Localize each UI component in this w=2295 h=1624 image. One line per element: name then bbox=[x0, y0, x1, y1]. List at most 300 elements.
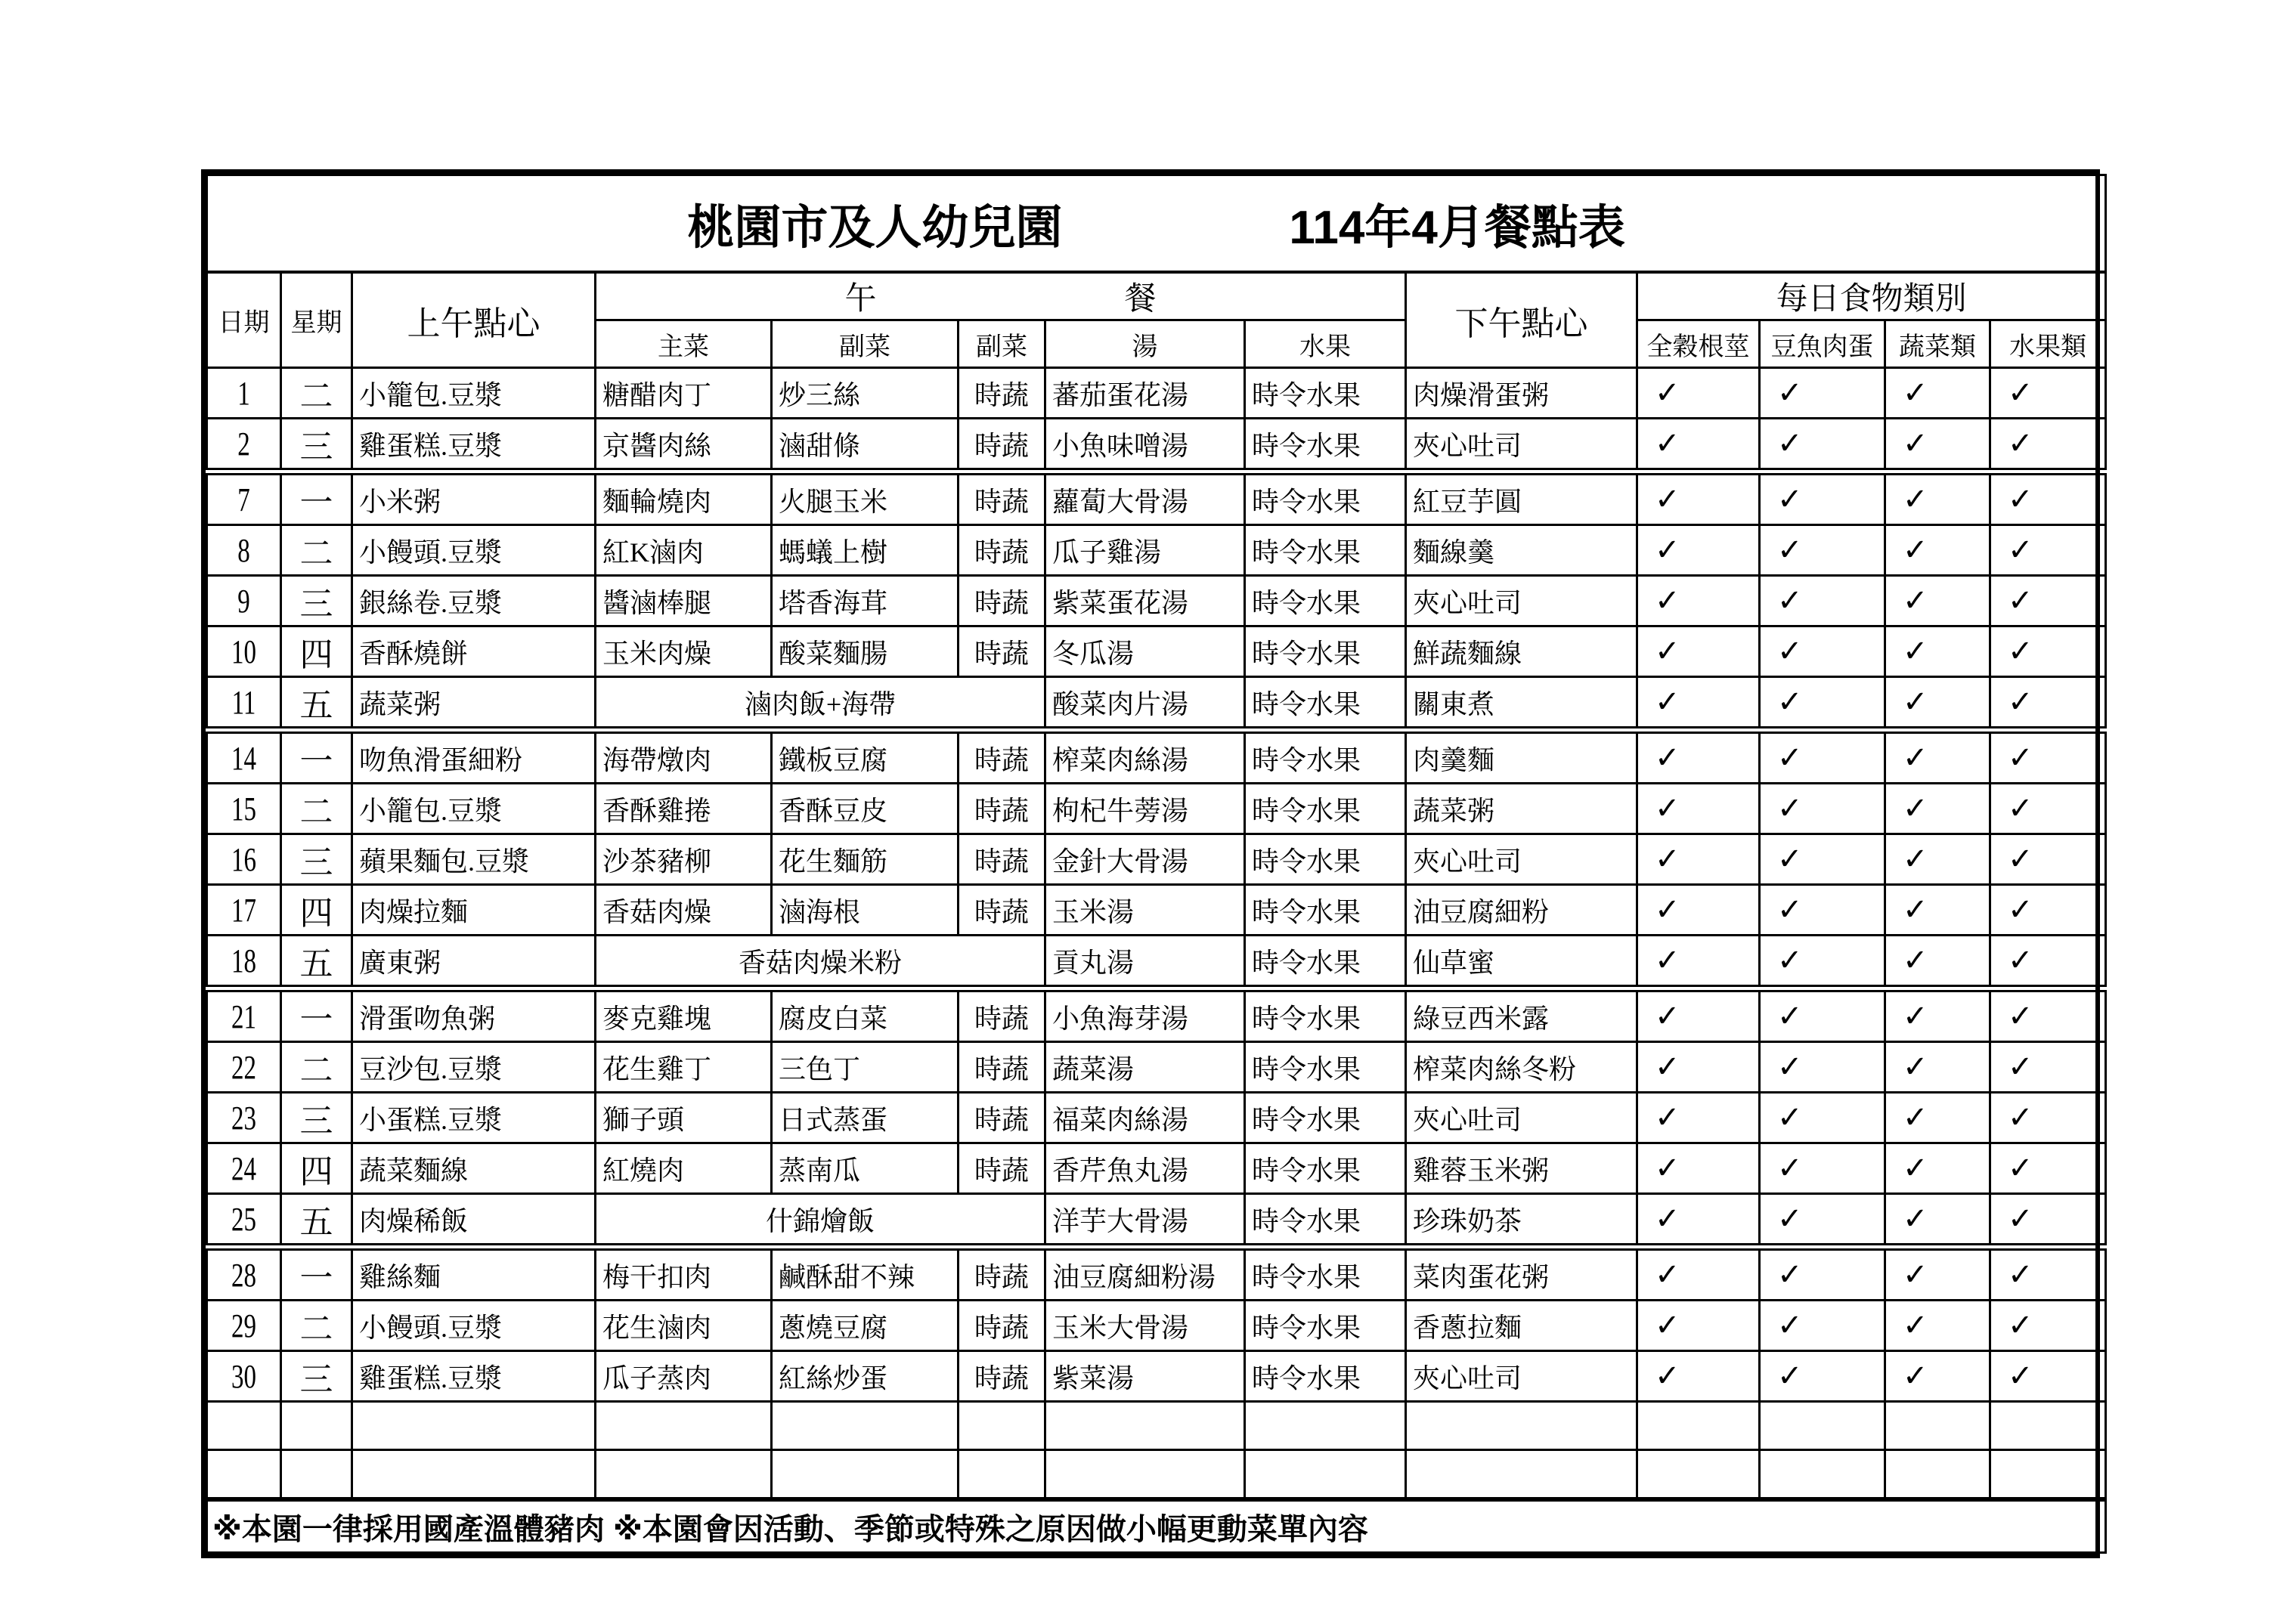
pm-snack-cell: 麵線羹 bbox=[1406, 525, 1637, 576]
pm-snack-cell: 仙草蜜 bbox=[1406, 936, 1637, 989]
main-dish-cell: 紅K滷肉 bbox=[596, 525, 772, 576]
empty-cell bbox=[1637, 1450, 1760, 1500]
check-icon: ✓ bbox=[1903, 1100, 1928, 1135]
weekday-cell: 三 bbox=[281, 1351, 352, 1402]
am-snack-cell: 小饅頭.豆漿 bbox=[352, 525, 596, 576]
date-number: 14 bbox=[231, 739, 256, 777]
combined-lunch-cell: 什錦燴飯 bbox=[596, 1194, 1045, 1248]
table-row bbox=[207, 1143, 2106, 1194]
am-snack-cell: 小籠包.豆漿 bbox=[352, 368, 596, 419]
food-group-check bbox=[1990, 576, 2106, 626]
school-name: 桃園市及人幼兒園 bbox=[687, 202, 1063, 254]
empty-cell bbox=[1245, 1402, 1406, 1450]
fruit-cell: 時令水果 bbox=[1245, 1093, 1406, 1143]
check-icon: ✓ bbox=[2008, 1100, 2033, 1135]
food-group-check bbox=[1637, 1194, 1760, 1248]
fruit-cell: 時令水果 bbox=[1245, 834, 1406, 885]
check-icon: ✓ bbox=[1777, 482, 1803, 517]
empty-cell bbox=[207, 1402, 281, 1450]
food-group-check bbox=[1760, 730, 1885, 784]
soup-cell: 小魚味噌湯 bbox=[1045, 419, 1245, 472]
check-icon: ✓ bbox=[1655, 533, 1680, 568]
check-icon: ✓ bbox=[1777, 1100, 1803, 1135]
main-dish-cell: 香酥雞捲 bbox=[596, 784, 772, 834]
pm-snack-cell: 雞蓉玉米粥 bbox=[1406, 1143, 1637, 1194]
check-icon: ✓ bbox=[1655, 376, 1680, 410]
check-icon: ✓ bbox=[2008, 892, 2033, 927]
check-icon: ✓ bbox=[1777, 1257, 1803, 1292]
table-row bbox=[207, 1093, 2106, 1143]
am-snack-cell: 雞絲麵 bbox=[352, 1247, 596, 1301]
check-icon: ✓ bbox=[1777, 1151, 1803, 1186]
date-cell bbox=[207, 936, 281, 989]
weekday-cell: 一 bbox=[281, 472, 352, 525]
check-icon: ✓ bbox=[2008, 741, 2033, 775]
table-row bbox=[207, 1042, 2106, 1093]
check-icon: ✓ bbox=[2008, 376, 2033, 410]
am-snack-cell: 蔬菜粥 bbox=[352, 677, 596, 731]
empty-cell bbox=[1245, 1450, 1406, 1500]
food-group-check bbox=[1760, 419, 1885, 472]
weekday-cell: 一 bbox=[281, 988, 352, 1042]
date-cell bbox=[207, 1093, 281, 1143]
fruit-cell: 時令水果 bbox=[1245, 368, 1406, 419]
check-icon: ✓ bbox=[1655, 634, 1680, 669]
menu-month: 114年4月餐點表 bbox=[1289, 202, 1625, 254]
empty-cell bbox=[596, 1402, 772, 1450]
food-group-check bbox=[1760, 936, 1885, 989]
check-icon: ✓ bbox=[1655, 583, 1680, 618]
check-icon: ✓ bbox=[1903, 1151, 1928, 1186]
date-number: 8 bbox=[237, 531, 250, 569]
check-icon: ✓ bbox=[1777, 1359, 1803, 1394]
date-cell bbox=[207, 1194, 281, 1248]
check-icon: ✓ bbox=[1903, 999, 1928, 1034]
header-side-dish-2: 副菜 bbox=[959, 320, 1045, 368]
soup-cell: 蔬菜湯 bbox=[1045, 1042, 1245, 1093]
table-row bbox=[207, 368, 2106, 419]
fruit-cell: 時令水果 bbox=[1245, 525, 1406, 576]
empty-cell bbox=[596, 1450, 772, 1500]
check-icon: ✓ bbox=[1777, 1050, 1803, 1084]
am-snack-cell: 小蛋糕.豆漿 bbox=[352, 1093, 596, 1143]
check-icon: ✓ bbox=[1903, 1202, 1928, 1236]
pm-snack-cell: 夾心吐司 bbox=[1406, 576, 1637, 626]
vegetable-cell: 時蔬 bbox=[959, 1301, 1045, 1351]
food-group-check bbox=[1990, 885, 2106, 936]
side-dish-cell: 日式蒸蛋 bbox=[772, 1093, 959, 1143]
empty-cell bbox=[207, 1450, 281, 1500]
am-snack-cell: 蔬菜麵線 bbox=[352, 1143, 596, 1194]
date-cell bbox=[207, 472, 281, 525]
check-icon: ✓ bbox=[1655, 1359, 1680, 1394]
food-group-check bbox=[1990, 525, 2106, 576]
table-row bbox=[207, 885, 2106, 936]
soup-cell: 紫菜蛋花湯 bbox=[1045, 576, 1245, 626]
am-snack-cell: 吻魚滑蛋細粉 bbox=[352, 730, 596, 784]
check-icon: ✓ bbox=[1903, 842, 1928, 877]
food-group-check bbox=[1760, 885, 1885, 936]
table-row bbox=[207, 1402, 2106, 1450]
vegetable-cell: 時蔬 bbox=[959, 472, 1045, 525]
check-icon: ✓ bbox=[1655, 1308, 1680, 1343]
header-lunch-char: 餐 bbox=[1124, 282, 1157, 317]
am-snack-cell: 肉燥拉麵 bbox=[352, 885, 596, 936]
check-icon: ✓ bbox=[2008, 1308, 2033, 1343]
main-dish-cell: 獅子頭 bbox=[596, 1093, 772, 1143]
vegetable-cell: 時蔬 bbox=[959, 784, 1045, 834]
check-icon: ✓ bbox=[1777, 842, 1803, 877]
vegetable-cell: 時蔬 bbox=[959, 730, 1045, 784]
date-number: 30 bbox=[231, 1357, 256, 1395]
check-icon: ✓ bbox=[2008, 482, 2033, 517]
empty-cell bbox=[1045, 1402, 1245, 1450]
check-icon: ✓ bbox=[1903, 1050, 1928, 1084]
food-group-check bbox=[1760, 525, 1885, 576]
check-icon: ✓ bbox=[1655, 943, 1680, 978]
food-group-check bbox=[1637, 419, 1760, 472]
check-icon: ✓ bbox=[1655, 741, 1680, 775]
side-dish-cell: 滷海根 bbox=[772, 885, 959, 936]
fruit-cell: 時令水果 bbox=[1245, 677, 1406, 731]
check-icon: ✓ bbox=[2008, 791, 2033, 826]
check-icon: ✓ bbox=[1903, 791, 1928, 826]
check-icon: ✓ bbox=[1777, 741, 1803, 775]
fruit-cell: 時令水果 bbox=[1245, 885, 1406, 936]
check-icon: ✓ bbox=[1903, 634, 1928, 669]
check-icon: ✓ bbox=[1777, 533, 1803, 568]
check-icon: ✓ bbox=[1903, 1359, 1928, 1394]
food-group-check bbox=[1637, 1042, 1760, 1093]
food-group-check bbox=[1990, 936, 2106, 989]
side-dish-cell: 火腿玉米 bbox=[772, 472, 959, 525]
pm-snack-cell: 鮮蔬麵線 bbox=[1406, 626, 1637, 677]
fruit-cell: 時令水果 bbox=[1245, 419, 1406, 472]
menu-sheet bbox=[201, 169, 2100, 1558]
food-group-check bbox=[1885, 784, 1990, 834]
header-lunch bbox=[596, 272, 1406, 320]
pm-snack-cell: 珍珠奶茶 bbox=[1406, 1194, 1637, 1248]
food-group-check bbox=[1637, 988, 1760, 1042]
date-number: 1 bbox=[237, 374, 250, 412]
vegetable-cell: 時蔬 bbox=[959, 626, 1045, 677]
food-group-check bbox=[1885, 368, 1990, 419]
check-icon: ✓ bbox=[1777, 426, 1803, 461]
food-group-check bbox=[1990, 1247, 2106, 1301]
fruit-cell: 時令水果 bbox=[1245, 1351, 1406, 1402]
vegetable-cell: 時蔬 bbox=[959, 419, 1045, 472]
empty-cell bbox=[1406, 1450, 1637, 1500]
am-snack-cell: 肉燥稀飯 bbox=[352, 1194, 596, 1248]
header-fruit: 水果 bbox=[1245, 320, 1406, 368]
soup-cell: 枸杞牛蒡湯 bbox=[1045, 784, 1245, 834]
fruit-cell: 時令水果 bbox=[1245, 1042, 1406, 1093]
empty-cell bbox=[281, 1450, 352, 1500]
date-number: 22 bbox=[231, 1048, 256, 1086]
main-dish-cell: 花生雞丁 bbox=[596, 1042, 772, 1093]
fruit-cell: 時令水果 bbox=[1245, 988, 1406, 1042]
vegetable-cell: 時蔬 bbox=[959, 1143, 1045, 1194]
food-group-check bbox=[1990, 988, 2106, 1042]
fruit-cell: 時令水果 bbox=[1245, 1143, 1406, 1194]
food-group-check bbox=[1990, 1351, 2106, 1402]
empty-cell bbox=[772, 1402, 959, 1450]
side-dish-cell: 酸菜麵腸 bbox=[772, 626, 959, 677]
side-dish-cell: 蔥燒豆腐 bbox=[772, 1301, 959, 1351]
food-group-check bbox=[1885, 730, 1990, 784]
food-group-check bbox=[1760, 1194, 1885, 1248]
food-group-check bbox=[1885, 1143, 1990, 1194]
am-snack-cell: 雞蛋糕.豆漿 bbox=[352, 419, 596, 472]
date-cell bbox=[207, 1042, 281, 1093]
vegetable-cell: 時蔬 bbox=[959, 525, 1045, 576]
food-group-check bbox=[1760, 1143, 1885, 1194]
table-row bbox=[207, 988, 2106, 1042]
am-snack-cell: 廣東粥 bbox=[352, 936, 596, 989]
food-group-check bbox=[1885, 576, 1990, 626]
food-group-check bbox=[1885, 1351, 1990, 1402]
date-number: 15 bbox=[231, 790, 256, 827]
am-snack-cell: 小饅頭.豆漿 bbox=[352, 1301, 596, 1351]
check-icon: ✓ bbox=[2008, 999, 2033, 1034]
food-group-check bbox=[1760, 784, 1885, 834]
food-group-check bbox=[1885, 1042, 1990, 1093]
main-dish-cell: 沙茶豬柳 bbox=[596, 834, 772, 885]
pm-snack-cell: 紅豆芋圓 bbox=[1406, 472, 1637, 525]
food-group-check bbox=[1885, 626, 1990, 677]
food-group-check bbox=[1990, 472, 2106, 525]
food-group-check bbox=[1885, 1247, 1990, 1301]
weekday-cell: 四 bbox=[281, 885, 352, 936]
check-icon: ✓ bbox=[1903, 426, 1928, 461]
side-dish-cell: 炒三絲 bbox=[772, 368, 959, 419]
weekday-cell: 二 bbox=[281, 525, 352, 576]
date-number: 21 bbox=[231, 998, 256, 1035]
food-group-check bbox=[1990, 1042, 2106, 1093]
empty-cell bbox=[281, 1402, 352, 1450]
main-dish-cell: 玉米肉燥 bbox=[596, 626, 772, 677]
date-cell bbox=[207, 525, 281, 576]
check-icon: ✓ bbox=[1777, 583, 1803, 618]
food-group-check bbox=[1637, 368, 1760, 419]
date-cell bbox=[207, 784, 281, 834]
table-row bbox=[207, 1351, 2106, 1402]
side-dish-cell: 螞蟻上樹 bbox=[772, 525, 959, 576]
food-group-check bbox=[1637, 936, 1760, 989]
check-icon: ✓ bbox=[1655, 1257, 1680, 1292]
table-row bbox=[207, 834, 2106, 885]
pm-snack-cell: 肉羹麵 bbox=[1406, 730, 1637, 784]
header-vegetables: 蔬菜類 bbox=[1885, 320, 1990, 368]
soup-cell: 酸菜肉片湯 bbox=[1045, 677, 1245, 731]
fruit-cell: 時令水果 bbox=[1245, 1247, 1406, 1301]
page-title bbox=[207, 175, 2106, 273]
fruit-cell: 時令水果 bbox=[1245, 576, 1406, 626]
weekday-cell: 二 bbox=[281, 1042, 352, 1093]
check-icon: ✓ bbox=[2008, 1050, 2033, 1084]
food-group-check bbox=[1885, 472, 1990, 525]
food-group-check bbox=[1990, 784, 2106, 834]
table-row bbox=[207, 576, 2106, 626]
check-icon: ✓ bbox=[1903, 1308, 1928, 1343]
food-group-check bbox=[1990, 1301, 2106, 1351]
date-cell bbox=[207, 576, 281, 626]
check-icon: ✓ bbox=[1777, 685, 1803, 719]
check-icon: ✓ bbox=[1903, 741, 1928, 775]
check-icon: ✓ bbox=[1777, 999, 1803, 1034]
header-pm-snack: 下午點心 bbox=[1406, 272, 1637, 368]
soup-cell: 玉米大骨湯 bbox=[1045, 1301, 1245, 1351]
check-icon: ✓ bbox=[1655, 791, 1680, 826]
combined-lunch-cell: 滷肉飯+海帶 bbox=[596, 677, 1045, 731]
vegetable-cell: 時蔬 bbox=[959, 1351, 1045, 1402]
weekday-cell: 三 bbox=[281, 1093, 352, 1143]
food-group-check bbox=[1760, 472, 1885, 525]
food-group-check bbox=[1990, 1143, 2106, 1194]
empty-cell bbox=[959, 1450, 1045, 1500]
empty-cell bbox=[1990, 1450, 2106, 1500]
check-icon: ✓ bbox=[1777, 376, 1803, 410]
fruit-cell: 時令水果 bbox=[1245, 784, 1406, 834]
food-group-check bbox=[1760, 368, 1885, 419]
soup-cell: 油豆腐細粉湯 bbox=[1045, 1247, 1245, 1301]
food-group-check bbox=[1637, 834, 1760, 885]
check-icon: ✓ bbox=[1903, 376, 1928, 410]
soup-cell: 福菜肉絲湯 bbox=[1045, 1093, 1245, 1143]
main-dish-cell: 香菇肉燥 bbox=[596, 885, 772, 936]
food-group-check bbox=[1637, 525, 1760, 576]
date-cell bbox=[207, 834, 281, 885]
am-snack-cell: 豆沙包.豆漿 bbox=[352, 1042, 596, 1093]
soup-cell: 瓜子雞湯 bbox=[1045, 525, 1245, 576]
food-group-check bbox=[1760, 1042, 1885, 1093]
date-cell bbox=[207, 1143, 281, 1194]
food-group-check bbox=[1990, 1093, 2106, 1143]
main-dish-cell: 梅干扣肉 bbox=[596, 1247, 772, 1301]
food-group-check bbox=[1760, 1301, 1885, 1351]
food-group-check bbox=[1760, 988, 1885, 1042]
check-icon: ✓ bbox=[2008, 1257, 2033, 1292]
food-group-check bbox=[1637, 1301, 1760, 1351]
check-icon: ✓ bbox=[1903, 533, 1928, 568]
food-group-check bbox=[1637, 677, 1760, 731]
weekday-cell: 三 bbox=[281, 576, 352, 626]
pm-snack-cell: 蔬菜粥 bbox=[1406, 784, 1637, 834]
date-cell bbox=[207, 626, 281, 677]
soup-cell: 紫菜湯 bbox=[1045, 1351, 1245, 1402]
check-icon: ✓ bbox=[1655, 999, 1680, 1034]
vegetable-cell: 時蔬 bbox=[959, 1093, 1045, 1143]
table-row bbox=[207, 525, 2106, 576]
check-icon: ✓ bbox=[1777, 791, 1803, 826]
check-icon: ✓ bbox=[1903, 482, 1928, 517]
empty-cell bbox=[959, 1402, 1045, 1450]
check-icon: ✓ bbox=[1903, 1257, 1928, 1292]
header-lunch-char: 午 bbox=[844, 282, 877, 317]
weekday-cell: 五 bbox=[281, 677, 352, 731]
soup-cell: 蕃茄蛋花湯 bbox=[1045, 368, 1245, 419]
food-group-check bbox=[1885, 1093, 1990, 1143]
main-dish-cell: 麵輪燒肉 bbox=[596, 472, 772, 525]
weekday-cell: 二 bbox=[281, 1301, 352, 1351]
food-group-check bbox=[1637, 885, 1760, 936]
pm-snack-cell: 油豆腐細粉 bbox=[1406, 885, 1637, 936]
am-snack-cell: 滑蛋吻魚粥 bbox=[352, 988, 596, 1042]
header-grains: 全穀根莖 bbox=[1637, 320, 1760, 368]
table-row bbox=[207, 626, 2106, 677]
date-cell bbox=[207, 677, 281, 731]
header-main-dish: 主菜 bbox=[596, 320, 772, 368]
pm-snack-cell: 關東煮 bbox=[1406, 677, 1637, 731]
weekday-cell: 三 bbox=[281, 419, 352, 472]
check-icon: ✓ bbox=[1777, 1308, 1803, 1343]
soup-cell: 小魚海芽湯 bbox=[1045, 988, 1245, 1042]
food-group-check bbox=[1760, 576, 1885, 626]
food-group-check bbox=[1885, 419, 1990, 472]
date-cell bbox=[207, 1351, 281, 1402]
soup-cell: 金針大骨湯 bbox=[1045, 834, 1245, 885]
date-number: 18 bbox=[231, 942, 256, 979]
food-group-check bbox=[1990, 677, 2106, 731]
main-dish-cell: 醬滷棒腿 bbox=[596, 576, 772, 626]
check-icon: ✓ bbox=[1903, 685, 1928, 719]
am-snack-cell: 香酥燒餅 bbox=[352, 626, 596, 677]
pm-snack-cell: 香蔥拉麵 bbox=[1406, 1301, 1637, 1351]
weekday-cell: 二 bbox=[281, 368, 352, 419]
header-am-snack: 上午點心 bbox=[352, 272, 596, 368]
header-weekday: 星期 bbox=[281, 272, 352, 368]
food-group-check bbox=[1990, 419, 2106, 472]
pm-snack-cell: 肉燥滑蛋粥 bbox=[1406, 368, 1637, 419]
main-dish-cell: 花生滷肉 bbox=[596, 1301, 772, 1351]
header-fruits: 水果類 bbox=[1990, 320, 2106, 368]
soup-cell: 香芹魚丸湯 bbox=[1045, 1143, 1245, 1194]
food-group-check bbox=[1760, 1093, 1885, 1143]
check-icon: ✓ bbox=[2008, 426, 2033, 461]
food-group-check bbox=[1637, 626, 1760, 677]
food-group-check bbox=[1990, 834, 2106, 885]
check-icon: ✓ bbox=[1777, 892, 1803, 927]
check-icon: ✓ bbox=[2008, 1151, 2033, 1186]
table-row bbox=[207, 1247, 2106, 1301]
date-cell bbox=[207, 368, 281, 419]
check-icon: ✓ bbox=[1903, 892, 1928, 927]
empty-cell bbox=[1637, 1402, 1760, 1450]
fruit-cell: 時令水果 bbox=[1245, 1194, 1406, 1248]
vegetable-cell: 時蔬 bbox=[959, 988, 1045, 1042]
food-group-check bbox=[1637, 472, 1760, 525]
food-group-check bbox=[1637, 1143, 1760, 1194]
date-number: 2 bbox=[237, 425, 250, 462]
date-number: 16 bbox=[231, 840, 256, 878]
food-group-check bbox=[1760, 834, 1885, 885]
check-icon: ✓ bbox=[1655, 482, 1680, 517]
date-cell bbox=[207, 1247, 281, 1301]
empty-cell bbox=[1406, 1402, 1637, 1450]
date-cell bbox=[207, 885, 281, 936]
am-snack-cell: 雞蛋糕.豆漿 bbox=[352, 1351, 596, 1402]
table-row bbox=[207, 1194, 2106, 1248]
check-icon: ✓ bbox=[1777, 1202, 1803, 1236]
fruit-cell: 時令水果 bbox=[1245, 1301, 1406, 1351]
vegetable-cell: 時蔬 bbox=[959, 885, 1045, 936]
main-dish-cell: 糖醋肉丁 bbox=[596, 368, 772, 419]
empty-cell bbox=[1990, 1402, 2106, 1450]
date-number: 23 bbox=[231, 1099, 256, 1137]
footer-note: ※本園一律採用國產溫體豬肉 ※本園會因活動、季節或特殊之原因做小幅更動菜單內容 bbox=[207, 1499, 2106, 1553]
check-icon: ✓ bbox=[2008, 583, 2033, 618]
side-dish-cell: 三色丁 bbox=[772, 1042, 959, 1093]
